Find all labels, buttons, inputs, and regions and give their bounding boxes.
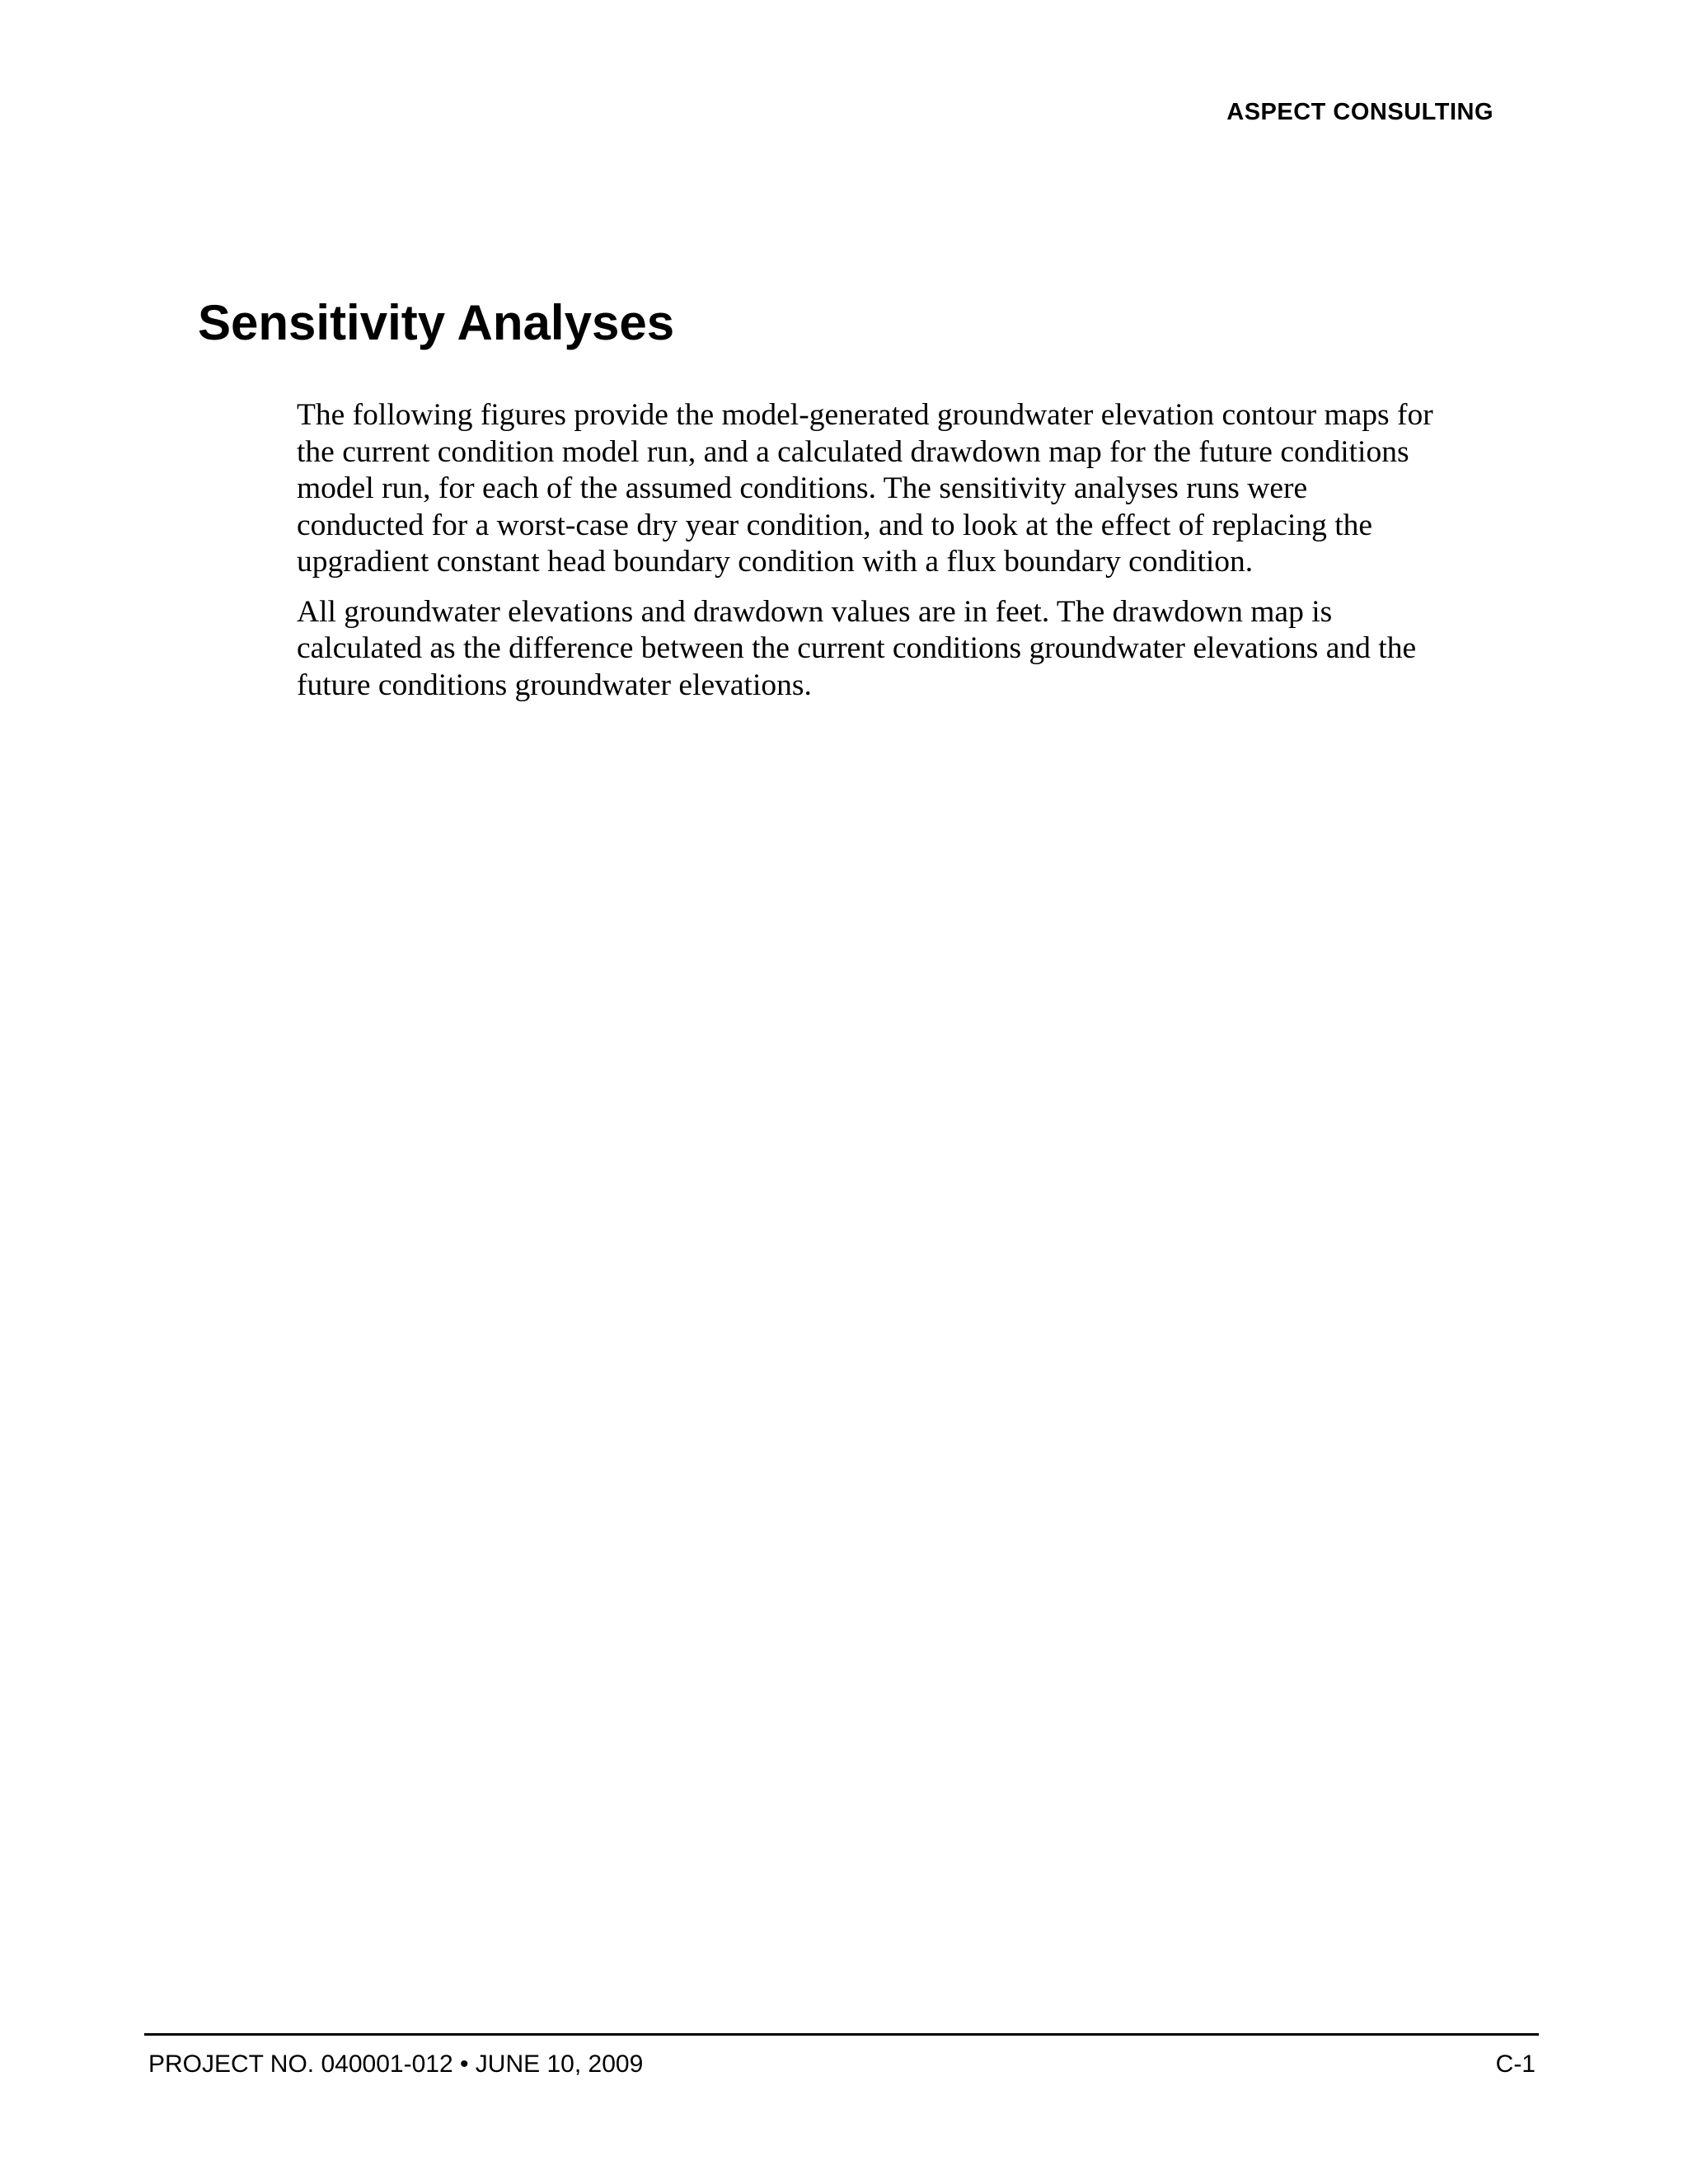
body-paragraph: All groundwater elevations and drawdown values are in feet. The drawdown map is calculated as the difference between the current conditions groundwater elevations and the future conditions groundwater elevations. xyxy=(297,594,1417,702)
footer-rule xyxy=(144,2033,1539,2036)
header-company-name: ASPECT CONSULTING xyxy=(1226,99,1493,125)
footer-page-number: C-1 xyxy=(1495,2050,1536,2078)
body-text xyxy=(297,397,1434,717)
section-heading: Sensitivity Analyses xyxy=(198,295,675,350)
body-paragraph: The following figures provide the model-generated groundwater elevation contour maps for the current condition model run, and a calculated drawdown map for the future conditions model run, for each of the assumed conditions. The sensitivity analyses runs were conducted for a worst-case dry year condition, and to look at the effect of replacing the upgradient constant head boundary condition with a flux boundary condition. xyxy=(297,398,1433,579)
footer-project-info: PROJECT NO. 040001-012 • JUNE 10, 2009 xyxy=(148,2050,644,2078)
